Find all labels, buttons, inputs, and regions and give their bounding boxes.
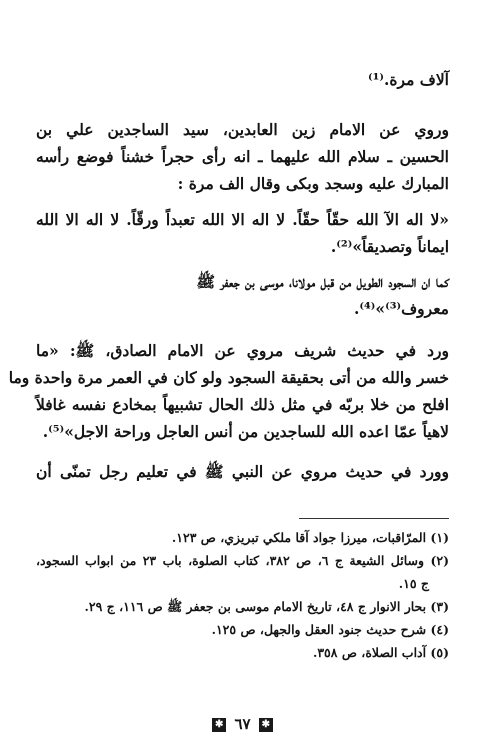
body-line-6: ايماناً وتصديقاً»⁽²⁾. (330, 237, 449, 256)
body-line-1: آلاف مرة.⁽¹⁾ (367, 70, 449, 89)
footnote-1: (١) المرّاقبات، ميرزا جواد آقا ملكي تبريزي، ص ١٢٣. (171, 530, 449, 545)
footnote-3: (٣) بحار الانوار ج ٤٨، تاريخ الامام موسى بن جعفر ﷺ ص ١١٦، ج ٢٩. (84, 599, 449, 614)
body-line-11: افلح من خلا بربّه في مثل ذلك الحال تشبيهاً بمخادع نفسه غافلاً (36, 395, 449, 414)
body-line-5: «لا اله الآ الله حقّاً حقّاً. لا اله الا الله تعبداً ورقّاً. لا اله الا الله (36, 210, 449, 229)
body-line-13: وورد في حديث مروي عن النبي ﷺ في تعليم رجل تمنّى أن (36, 462, 449, 481)
footnote-4: (٤) شرح حديث جنود العقل والجهل، ص ١٢٥. (211, 622, 449, 637)
footnote-2-continuation: ج ١٥. (398, 576, 429, 591)
body-line-8: معروف⁽³⁾»⁽⁴⁾. (353, 299, 449, 318)
body-line-10: خسر والله من أتى بحقيقة السجود ولو كان في العمر مرة واحدة وما (8, 368, 449, 387)
footnote-separator (299, 518, 449, 519)
page-number: ٦٧ (234, 715, 251, 733)
body-line-7: كما ان السجود الطويل من قبل مولانا، موسى بن جعفر ﷺ (196, 272, 449, 291)
page-ornament-icon: ✱ (212, 718, 226, 732)
footnote-2: (٢) وسائل الشيعة ج ٦، ص ٣٨٢، كتاب الصلوة، باب ٢٣ من ابواب السجود، (36, 553, 449, 568)
body-line-2: وروي عن الامام زين العابدين، سيد الساجدين علي بن (36, 120, 449, 139)
body-line-9: ورد في حديث شريف مروي عن الامام الصادق، ﷺ: «ما (36, 341, 449, 360)
body-line-4: المبارك عليه وسجد وبكى وقال الف مرة : (177, 174, 449, 193)
body-line-3: الحسين ـ سلام الله عليهما ـ انه رأى حجراً خشناً فوضع رأسه (36, 147, 449, 166)
body-line-12: لاهياً عمّا اعده الله للساجدين من أنس العاجل وراحة الاجل»⁽⁵⁾. (42, 422, 449, 441)
footnote-5: (٥) آداب الصلاة، ص ٣٥٨. (312, 645, 449, 660)
page-number-footer (0, 714, 485, 734)
page-ornament-icon: ✱ (259, 718, 273, 732)
